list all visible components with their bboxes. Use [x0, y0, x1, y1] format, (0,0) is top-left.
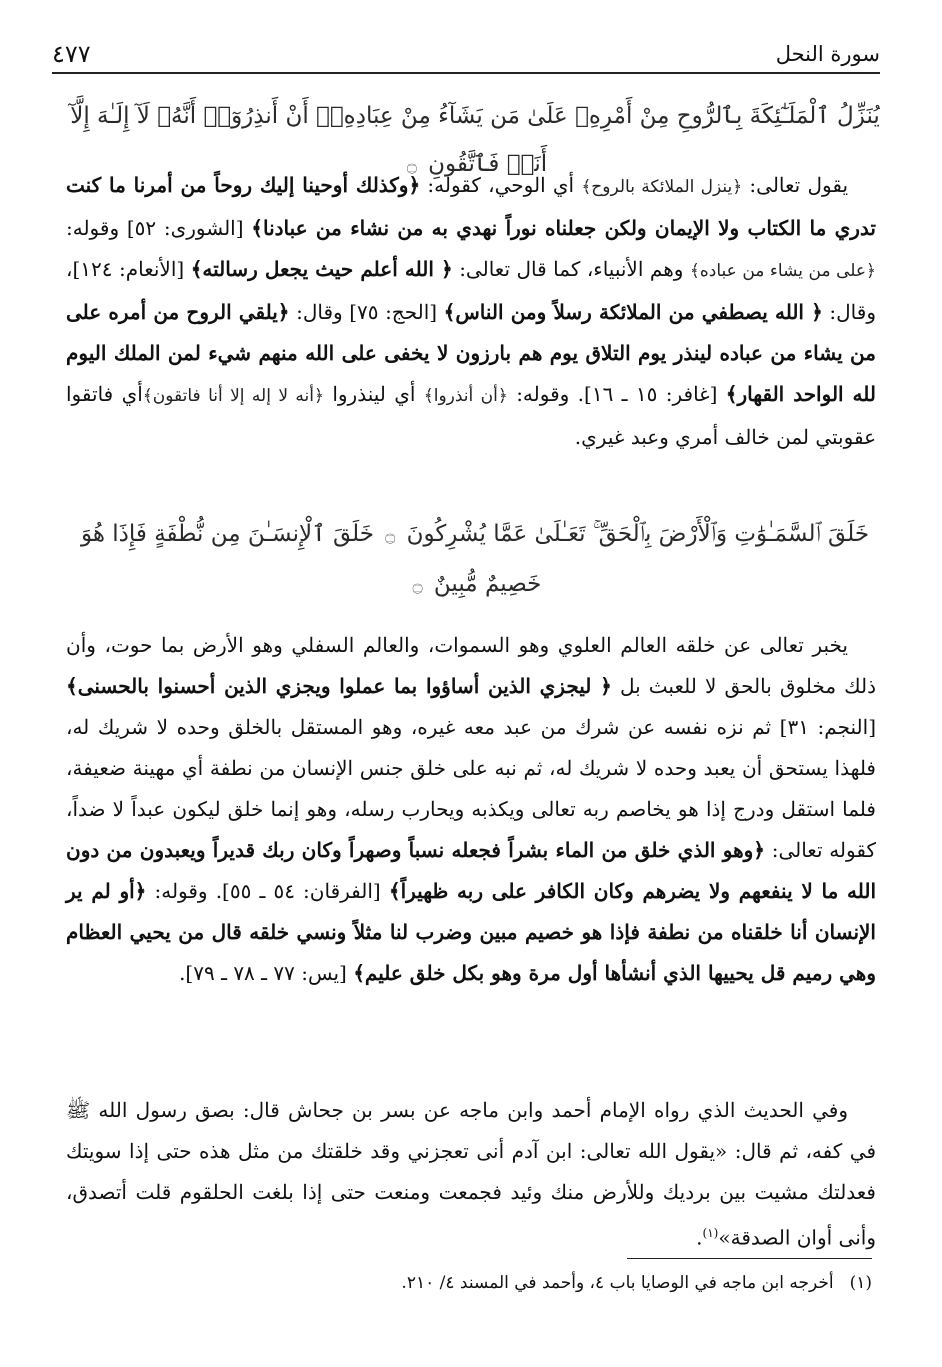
- text-run: أي الوحي، كقوله:: [420, 173, 582, 197]
- text-run: أي فاتقوا عقوبتي لمن خالف أمري وعبد غيري.: [66, 382, 876, 449]
- hadith-paragraph: [66, 1090, 876, 1259]
- quran-verse: [70, 510, 880, 610]
- text-run: وهم الأنبياء، كما قال تعالى:: [452, 257, 690, 281]
- text-run: وفي الحديث الذي رواه الإمام أحمد وابن ماجه عن بسر بن جحاش قال: بصق رسول الله ﷺ في كفه، ثم قال: «يقول الله تعالى: ابن آدم أنى تعجزني وقد خلقتك من مثل هذه حتى إذا سويتك فعدلتك مشيت بين برديك وللأرض منك وئيد فجمعت ومنعت حتى إذا بلغت الحلقوم قلت أتصدق، وأنى أوان الصدقة»: [66, 1098, 876, 1250]
- quote-run: ﴿أنه لا إله إلا أنا فاتقون﴾: [142, 386, 324, 406]
- bold-quote-run: ﴿ ليجزي الذين أساؤوا بما عملوا ويجزي الذين أحسنوا بالحسنى﴾: [66, 674, 612, 698]
- text-run: [يس: ٧٧ ـ ٧٨ ـ ٧٩].: [179, 961, 354, 985]
- ayah-end-mark: ۝: [385, 526, 396, 546]
- bold-quote-run: ﴿يلقي الروح من أمره على من يشاء من عباده لينذر يوم التلاق يوم هم بارزون لا يخفى على الله منهم شيء لمن الملك اليوم لله الواحد القهار﴾: [66, 300, 876, 406]
- text-run: [الحج: ٧٥] وقال:: [289, 300, 444, 324]
- text-run: يقول تعالى:: [742, 173, 849, 197]
- text-run: يخبر تعالى عن خلقه العالم العلوي وهو السموات، والعالم السفلي وهو الأرض بما حوت، وأن ذلك مخلوق بالحق لا للعبث بل: [66, 633, 877, 698]
- ayah-end-mark: ۝: [412, 576, 423, 596]
- bold-quote-run: ﴿ الله يصطفي من الملائكة رسلاً ومن الناس﴾: [443, 300, 823, 324]
- bold-quote-run: ﴿وكذلك أوحينا إليك روحاً من أمرنا ما كنت تدري ما الكتاب ولا الإيمان ولكن جعلناه نوراً نهدي به من نشاء من عبادنا﴾: [66, 173, 876, 240]
- bold-quote-run: ﴿وهو الذي خلق من الماء بشراً فجعله نسباً وصهراً وكان ربك قديراً ويعبدون من دون الله ما لا ينفعهم ولا يضرهم وكان الكافر على ربه ظهيراً﴾: [66, 838, 877, 903]
- page-number: ٤٧٧: [52, 40, 91, 68]
- verse-text: خَلَقَ ٱلسَّمَـٰوَٰتِ وَٱلْأَرْضَ بِٱلْحَقِّ ۚ تَعَـٰلَىٰ عَمَّا يُشْرِكُونَ: [406, 521, 870, 547]
- footnote-number: (١): [849, 1273, 872, 1293]
- text-run: [الشورى: ٥٢] وقوله:: [66, 216, 252, 240]
- bold-quote-run: ﴿أو لم ير الإنسان أنا خلقناه من نطفة فإذا هو خصيم مبين وضرب لنا مثلاً ونسي خلقه قال من يحيي العظام وهي رميم قل يحييها الذي أنشأها أول مرة وهو بكل خلق عليم﴾: [66, 879, 876, 985]
- footnote-reference[interactable]: (١): [702, 1226, 719, 1240]
- text-run: [النجم: ٣١] ثم نزه نفسه عن شرك من عبد معه غيره، وهو المستقل بالخلق وحده لا شريك له، فلهذا يستحق أن يعبد وحده لا شريك له، ثم نبه على خلق جنس الإنسان من نطفة أي مهينة ضعيفة، فلما استقل ودرج إذا هو يخاصم ربه تعالى ويكذبه ويحارب رسله، وهو إنما خلق ليكون عبداً لا ضداً، كقوله تعالى:: [66, 715, 876, 862]
- bold-quote-run: ﴿ الله أعلم حيث يجعل رسالته﴾: [190, 257, 453, 281]
- quote-run: ﴿ينزل الملائكة بالروح﴾: [581, 177, 743, 197]
- text-run: [غافر: ١٥ ـ ١٦]. وقوله:: [507, 382, 726, 406]
- commentary-paragraph: [66, 625, 876, 994]
- quote-run: ﴿أن أنذروا﴾: [423, 386, 508, 406]
- verse-text: خَلَقَ ٱلْإِنسَـٰنَ مِن نُّطْفَةٍ فَإِذَا هُوَ خَصِيمٌ مُّبِينٌ: [80, 521, 542, 597]
- text-run: [الأنعام: ١٢٤]، وقال:: [66, 257, 876, 324]
- verse-text: يُنَزِّلُ ٱلْمَلَـٰٓئِكَةَ بِٱلرُّوحِ مِنْ أَمْرِهِۦ عَلَىٰ مَن يَشَآءُ مِنْ عِبَادِهِۦٓ أَنْ أَنذِرُوٓا۟ أَنَّهُۥ لَآ إِلَـٰهَ إِلَّآ أَنَا۠ فَٱتَّقُونِ: [70, 103, 880, 177]
- page-header: [52, 32, 880, 74]
- surah-name: سورة النحل: [775, 42, 880, 66]
- text-run: أي لينذروا: [323, 382, 424, 406]
- footnote-text: أخرجه ابن ماجه في الوصايا باب ٤، وأحمد في المسند ٤/ ٢١٠.: [401, 1273, 834, 1293]
- quote-run: ﴿على من يشاء من عباده﴾: [689, 261, 876, 281]
- footnote: [66, 1268, 872, 1298]
- text-run: .: [696, 1225, 703, 1250]
- commentary-paragraph: [66, 165, 876, 458]
- footnote-divider: [627, 1258, 872, 1259]
- text-run: [الفرقان: ٥٤ ـ ٥٥]. وقوله:: [146, 879, 389, 903]
- ayah-end-mark: ۝: [406, 156, 417, 176]
